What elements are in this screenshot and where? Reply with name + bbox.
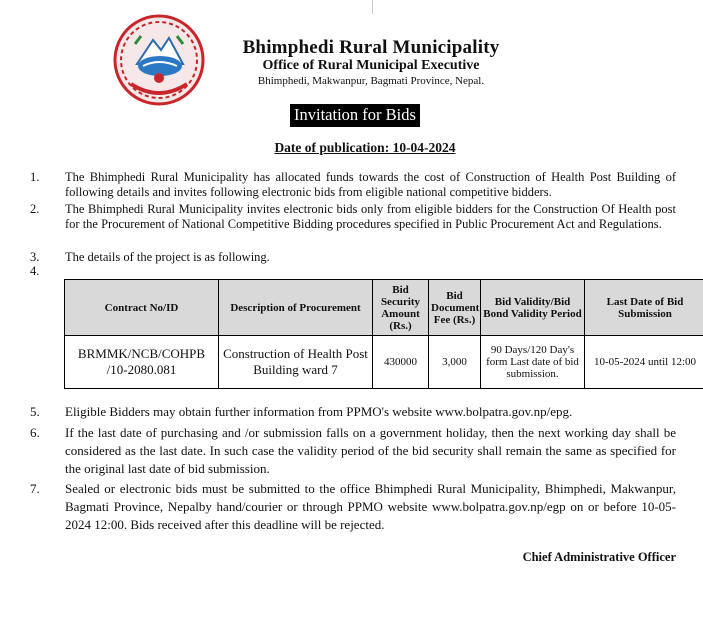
- doc-fee-cell: 3,000: [429, 336, 481, 389]
- top-margin-line: [372, 0, 373, 14]
- column-header: Bid Security Amount (Rs.): [373, 280, 429, 336]
- column-header: Description of Procurement: [219, 280, 373, 336]
- column-header: Bid Validity/Bid Bond Validity Period: [481, 280, 585, 336]
- item-text: The Bhimphedi Rural Municipality invites electronic bids only from eligible bidders for the Construction Of Health post for the Procurement of National Competitive Bidding procedures specified in Public Procurement Act and Regulations.: [65, 202, 676, 231]
- item-text: The Bhimphedi Rural Municipality has allocated funds towards the cost of Construction of Health Post Building of following details and invites following electronic bids from eligible national competitive bidders.: [65, 170, 676, 199]
- item-number: 3.: [30, 250, 40, 264]
- bid-security-cell: 430000: [373, 336, 429, 389]
- government-emblem-icon: [113, 14, 205, 106]
- item-number: 2.: [30, 202, 40, 216]
- municipality-name: Bhimphedi Rural Municipality: [242, 37, 500, 58]
- item-text: Eligible Bidders may obtain further information from PPMO's website www.bolpatra.gov.np/epg.: [65, 404, 573, 419]
- publication-date: Date of publication: 10-04-2024: [274, 140, 456, 155]
- item-text: If the last date of purchasing and /or submission falls on a government holiday, then the next working day shall be considered as the last date. In such case the validity period of the bid security shall remain the same as specified for the original last date of bid submission.: [65, 425, 676, 476]
- signature-title: Chief Administrative Officer: [522, 550, 676, 564]
- office-address: Bhimphedi, Makwanpur, Bagmati Province, Nepal.: [257, 75, 485, 87]
- item-text: The details of the project is as following.: [65, 250, 270, 264]
- table-row: [65, 336, 703, 389]
- table-header-row: [65, 280, 703, 336]
- office-name: Office of Rural Municipal Executive: [262, 58, 480, 73]
- column-header: Last Date of Bid Submission: [585, 280, 703, 336]
- last-date-cell: 10-05-2024 until 12:00: [585, 336, 703, 389]
- item-number: 1.: [30, 170, 40, 184]
- item-number: 5.: [30, 404, 40, 419]
- validity-cell: 90 Days/120 Day's form Last date of bid submission.: [481, 336, 585, 389]
- bid-details-table: [64, 279, 703, 389]
- description-cell: Construction of Health Post Building ward 7: [219, 336, 373, 389]
- item-number: 6.: [30, 425, 40, 440]
- notice-title: Invitation for Bids: [290, 104, 420, 127]
- item-number: 4.: [30, 264, 40, 278]
- letterhead: [212, 38, 530, 89]
- column-header: Contract No/ID: [65, 280, 219, 336]
- item-number: 7.: [30, 481, 40, 496]
- contract-no-cell: BRMMK/NCB/COHPB /10-2080.081: [65, 336, 219, 389]
- item-text: Sealed or electronic bids must be submitted to the office Bhimphedi Rural Municipality, Bhimphedi, Makwanpur, Bagmati Province, Nepalby hand/courier or through PPMO website www.bolpatra.gov.np/egp on or before 10-05- 2024 12:00. Bids received after this deadline will be rejected.: [65, 481, 676, 532]
- column-header: Bid Document Fee (Rs.): [429, 280, 481, 336]
